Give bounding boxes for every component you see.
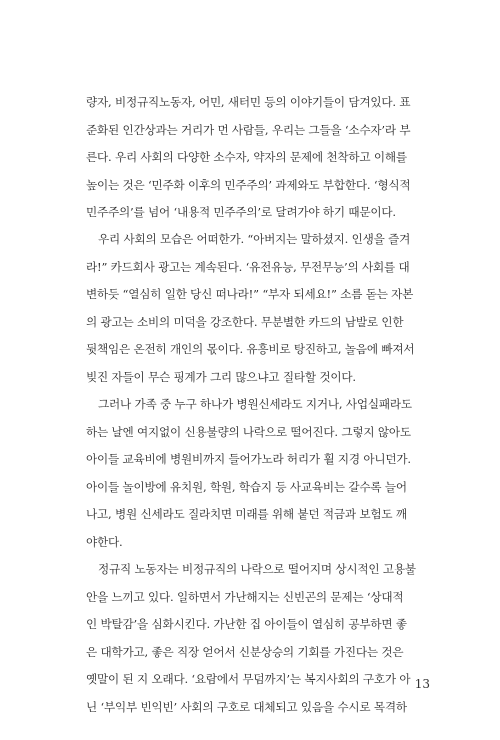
text-line: 안을 느끼고 있다. 일하면서 가난해지는 신빈곤의 문제는 ‘상대적 (86, 589, 404, 604)
text-line: 라!” 카드회사 광고는 계속된다. ‘유전유능, 무전무능’의 사회를 대 (86, 259, 410, 274)
text-line: 높이는 것은 ‘민주화 이후의 민주주의’ 과제와도 부합한다. ‘형식적 (86, 177, 411, 192)
text-line: 른다. 우리 사회의 다양한 소수자, 약자의 문제에 천착하고 이해를 (86, 150, 407, 164)
text-line: 변하듯 “열심히 일한 당신 떠나라!” “부자 되세요!” 소름 돋는 자본 (86, 287, 414, 301)
text-line: 의 광고는 소비의 미덕을 강조한다. 무분별한 카드의 남발로 인한 (86, 314, 404, 329)
text-line: 인 박탈감’을 심화시킨다. 가난한 집 아이들이 열심히 공부하면 좋 (86, 617, 407, 631)
text-line: 하는 날엔 여지없이 신용불량의 나락으로 떨어진다. 그렇지 않아도 (86, 424, 411, 439)
text-line: 그러나 가족 중 누구 하나가 병원신세라도 지거나, 사업실패라도 (98, 397, 412, 411)
text-line: 은 대학가고, 좋은 직장 얻어서 신분상승의 기회를 가진다는 것은 (86, 644, 404, 659)
paragraph-1 (86, 89, 416, 227)
text-line: 정규직 노동자는 비정규직의 나락으로 떨어지며 상시적인 고용불 (98, 562, 416, 576)
text-line: 준화된 인간상과는 거리가 먼 사람들, 우리는 그들을 ‘소수자’라 부 (86, 122, 411, 137)
text-line: 야한다. (86, 534, 123, 549)
text-line: 나고, 병원 신세라도 질라치면 미래를 위해 붙던 적금과 보험도 깨 (86, 507, 407, 521)
text-line: 빚진 자들이 무슨 핑계가 그리 많으냐고 질타할 것이다. (86, 369, 356, 384)
page-number: 13 (414, 677, 430, 691)
text-line: 닌 ‘부익부 빈익빈’ 사회의 구호로 대체되고 있음을 수시로 목격하 (86, 699, 407, 714)
paragraph-2 (86, 226, 416, 721)
text-line: 우리 사회의 모습은 어떠한가. “아버지는 말하셨지. 인생을 즐겨 (98, 232, 411, 246)
text-line: 뒷책임은 온전히 개인의 몫이다. 유흥비로 탕진하고, 놀음에 빠져서 (86, 342, 415, 356)
text-line: 옛말이 된 지 오래다. ‘요람에서 무덤까지’는 복지사회의 구호가 아 (86, 672, 411, 686)
text-line: 아이들 놀이방에 유치원, 학원, 학습지 등 사교육비는 갈수록 늘어 (86, 479, 407, 494)
text-line: 량자, 비정규직노동자, 어민, 새터민 등의 이야기들이 담겨있다. 표 (86, 95, 411, 109)
text-line: 민주주의’를 넘어 ‘내용적 민주주의’로 달려가야 하기 때문이다. (86, 205, 396, 219)
text-line: 아이들 교육비에 병원비까지 들어가노라 허리가 휠 지경 아니던가. (86, 452, 411, 466)
